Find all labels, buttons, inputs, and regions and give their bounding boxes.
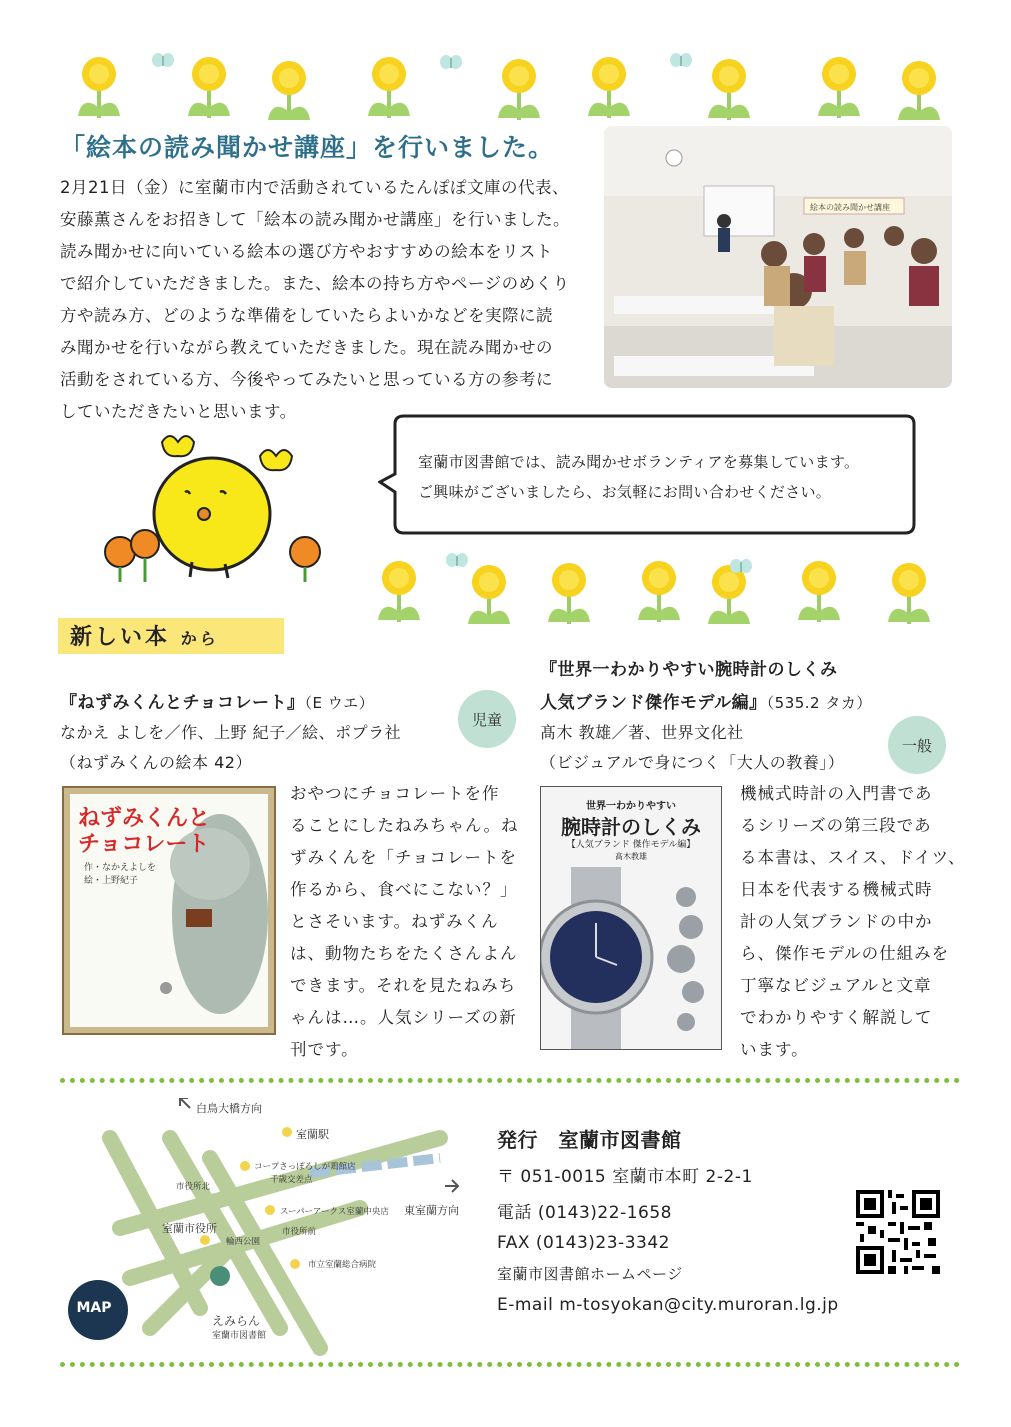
publisher-tel: 電話 (0143)22-1658 (497, 1203, 672, 1223)
dandelion-border-top (70, 48, 950, 120)
divider-top (60, 1078, 960, 1083)
map-label-chitose-crossing: 千歳交差点 (270, 1175, 313, 1185)
book1-description-line: とさそいます。ねずみくん (290, 912, 499, 931)
book2-description-line: ら、傑作モデルの仕組みを (740, 944, 950, 963)
book1-description-line: おやつにチョコレートを作 (290, 784, 500, 803)
volunteer-notice (418, 447, 908, 507)
map-label-arcs: スーパーアークス室蘭中央店 (280, 1207, 389, 1217)
book1-description-line: 作るから、食べにこない？」 (290, 880, 518, 899)
book2-author: 髙木 教雄／著、世界文化社 (540, 723, 744, 742)
book2-description-line: でわかりやすく解説して (740, 1008, 933, 1027)
book1-cover-credit: 絵・上野紀子 (84, 876, 139, 886)
article-line: 読み聞かせに向いている絵本の選び方やおすすめの絵本をリスト (60, 242, 553, 261)
book1-description-line: ゃんは…。人気シリーズの新 (290, 1008, 517, 1027)
book1-cover-credits (84, 862, 156, 888)
book2-title-line2 (540, 688, 872, 713)
section-title-main: 新しい本 (70, 625, 171, 650)
article-line: 方や読み方、どのような準備をしていたらよいかなどを実際に読 (60, 306, 553, 325)
dandelion-border-middle (370, 552, 970, 624)
map-label-wanishi-park: 輪西公園 (226, 1237, 261, 1247)
book1-series: （ねずみくんの絵本 42） (60, 753, 252, 772)
book2-cover (540, 786, 722, 1050)
book1-cover-title-line: チョコレート (78, 832, 210, 857)
map-label-hospital: 市立室蘭総合病院 (308, 1260, 377, 1270)
map-label-coop: コープさっぽろしが鶏館店 (254, 1162, 356, 1172)
book1-description (290, 778, 522, 1066)
article-title: 「絵本の読み聞かせ講座」を行いました。 (60, 133, 555, 162)
book1-cover-credit: 作・なかえよしを (84, 863, 157, 873)
book2-title-text: 人気ブランド傑作モデル編』 (540, 693, 767, 713)
book1-description-line: ることにしたねみちゃん。ね (290, 816, 519, 835)
divider-bottom (60, 1362, 960, 1367)
chick-mascot-illustration (100, 432, 340, 592)
book1-title-text: 『ねずみくんとチョコレート』 (60, 693, 305, 713)
publisher-address: 〒 051-0015 室蘭市本町 2-2-1 (497, 1167, 753, 1187)
lecture-photo (604, 126, 952, 388)
map-label-higashimuroran: 東室蘭方向 (404, 1204, 459, 1217)
section-title (70, 620, 219, 651)
book2-cover-author: 髙木教雄 (615, 852, 647, 861)
book2-description-line: います。 (740, 1040, 809, 1059)
article-line: 安藤薫さんをお招きして「絵本の読み聞かせ講座」を行いました。 (60, 210, 570, 229)
map-label-muroran-station: 室蘭駅 (296, 1128, 329, 1141)
article-body (60, 172, 590, 428)
book1-description-line: は、動物たちをたくさんよん (290, 944, 518, 963)
book2-cover-sub: 【人気ブランド 傑作モデル編】 (566, 840, 696, 850)
book2-description-line: るシリーズの第三段であ (740, 816, 932, 835)
photo-sign: 絵本の読み聞かせ講座 (810, 203, 890, 212)
book1-cover-title-line: ねずみくんと (78, 806, 211, 831)
book2-description-line: 計の人気ブランドの中か (740, 912, 933, 931)
article-line: み聞かせを行いながら教えていただきました。現在読み聞かせの (60, 338, 553, 357)
article-line: 活動をされている方、今後やってみたいと思っている方の参考に (60, 370, 553, 389)
section-title-suffix: から (180, 629, 219, 648)
volunteer-notice-line: 室蘭市図書館では、読み聞かせボランティアを募集しています。 (418, 453, 860, 471)
publisher-fax: FAX (0143)23-3342 (497, 1233, 670, 1253)
article-line: していただきたいと思います。 (60, 402, 297, 421)
book1-title (60, 688, 374, 713)
book1-call-number: （E ウエ） (304, 694, 375, 712)
email-link[interactable]: E-mail m-tosyokan@city.muroran.lg.jp (497, 1295, 839, 1315)
map-label-city-hall: 室蘭市役所 (162, 1222, 217, 1235)
article-line: 2月21日（金）に室蘭市内で活動されているたんぽぽ文庫の代表、 (60, 178, 569, 197)
map-badge-label: MAP (76, 1300, 112, 1316)
publisher-heading: 発行 室蘭市図書館 (497, 1128, 682, 1152)
book2-title-line1: 『世界一わかりやすい腕時計のしくみ (540, 660, 838, 680)
book1-author: なかえ よしを／作、上野 紀子／絵、ポプラ社 (60, 723, 402, 742)
book2-description-line: 丁寧なビジュアルと文章 (740, 976, 932, 995)
map-label-emiran: えみらん (212, 1314, 261, 1328)
access-map (60, 1098, 480, 1358)
book2-call-number: （535.2 タカ） (766, 694, 872, 712)
book2-cover-main: 腕時計のしくみ (561, 815, 701, 839)
book2-description-line: る本書は、スイス、ドイツ、 (740, 848, 966, 867)
book2-series: （ビジュアルで身につく「大人の教養」） (540, 753, 845, 772)
book2-cover-top: 世界一わかりやすい (586, 801, 676, 812)
volunteer-notice-line: ご興味がございましたら、お気軽にお問い合わせください。 (418, 483, 832, 501)
map-label-library: 室蘭市図書館 (212, 1331, 267, 1341)
book1-description-line: できます。それを見たねみち (290, 976, 517, 995)
book2-category-badge: 一般 (888, 716, 946, 774)
book2-description-line: 機械式時計の入門書であ (740, 784, 933, 803)
book1-description-line: 刊です。 (290, 1040, 359, 1059)
homepage-link[interactable]: 室蘭市図書館ホームページ (497, 1265, 683, 1283)
map-label-city-hall-mae: 市役所前 (282, 1227, 317, 1237)
article-line: で紹介していただきました。また、絵本の持ち方やページのめくり (60, 274, 570, 293)
book1-cover-title (78, 806, 210, 858)
book1-cover (62, 786, 276, 1035)
qr-code[interactable] (856, 1190, 940, 1274)
book1-description-line: ずみくんを「チョコレートを (290, 848, 518, 867)
book2-description (740, 778, 970, 1066)
book1-category-badge: 児童 (458, 690, 516, 748)
book2-description-line: 日本を代表する機械式時 (740, 880, 933, 899)
map-label-shiratori: 白鳥大橋方向 (196, 1102, 262, 1115)
map-label-city-hall-north: 市役所北 (176, 1182, 211, 1192)
